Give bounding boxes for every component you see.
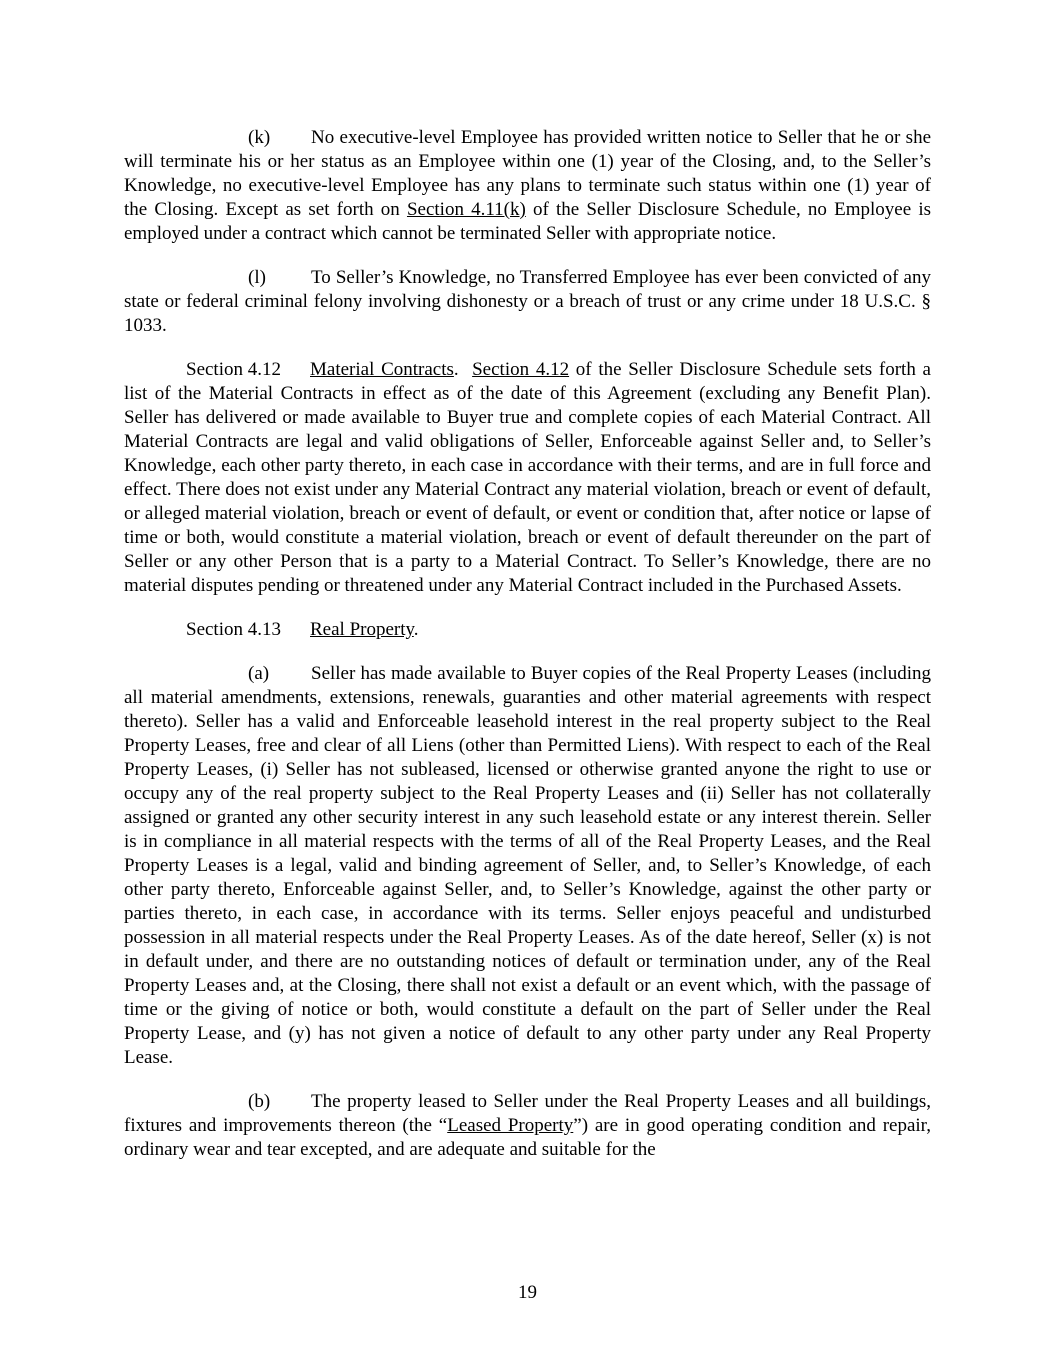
section-4-12 bbox=[124, 358, 931, 598]
section-number: Section 4.13 bbox=[186, 619, 281, 640]
cross-reference: Section 4.11(k) bbox=[406, 199, 526, 220]
paragraph-label: (a) bbox=[248, 663, 270, 684]
paragraph-text: of the Seller Disclosure Schedule, no Employee is employed under a contract which cannot be terminated Seller with appropriate notice. bbox=[124, 199, 931, 244]
document-body bbox=[124, 126, 931, 1182]
heading-punctuation: . bbox=[453, 359, 459, 380]
paragraph-k bbox=[124, 126, 931, 246]
paragraph-text: ”) are in good operating condition and repair, ordinary wear and tear excepted, and are adequate and suitable for the bbox=[124, 1115, 931, 1160]
section-heading: Material Contracts bbox=[310, 359, 454, 380]
paragraph-a bbox=[124, 662, 931, 1070]
paragraph-b bbox=[124, 1090, 931, 1162]
page-number: 19 bbox=[518, 1282, 537, 1303]
cross-reference: Section 4.12 bbox=[472, 359, 570, 380]
paragraph-text: Seller has made available to Buyer copies of the Real Property Leases (including all material amendments, extensions, renewals, guaranties and other material agreements with respect thereto). Seller has a valid and Enforceable leasehold interest in the real property subject to the Real Property Leases, free and clear of all Liens (other than Permitted Liens). With respect to each of the Real Property Leases, (i) Seller has not subleased, licensed or otherwise granted anyone the right to use or occupy any of the real property subject to the Real Property Leases and (ii) Seller has not collaterally assigned or granted any other security interest in any such leasehold estate or any interest therein. Seller is in compliance in all material respects with the terms of all of the Real Property Leases, and the Real Property Leases is a legal, valid and binding agreement of Seller, and, to Seller’s Knowledge, of each other party thereto, Enforceable against Seller, and, to Seller’s Knowledge, against the other party or parties thereto, in each case, in accordance with its terms. Seller enjoys peaceful and undisturbed possession in all material respects under the Real Property Leases. As of the date hereof, Seller (x) is not in default under, and there are no outstanding notices of default or termination under, any of the Real Property Leases and, at the Closing, there shall not exist a default or an event which, with the passage of time or the giving of notice or both, would constitute a default on the part of Seller under the Real Property Lease, and (y) has not given a notice of default to any other party under any Real Property Lease. bbox=[124, 663, 931, 1068]
section-heading: Real Property bbox=[310, 619, 414, 640]
paragraph-l bbox=[124, 266, 931, 338]
paragraph-label: (b) bbox=[248, 1091, 271, 1112]
paragraph-label: (k) bbox=[248, 127, 271, 148]
section-text: of the Seller Disclosure Schedule sets forth a list of the Material Contracts in effect as of the date of this Agreement (excluding any Benefit Plan). Seller has delivered or made available to Buyer true and complete copies of each Material Contract. All Material Contracts are legal and valid obligations of Seller, Enforceable against Seller and, to Seller’s Knowledge, each other party thereto, in each case in accordance with their terms, and are in full force and effect. There does not exist under any Material Contract any material violation, breach or event of default, or alleged material violation, breach or event of default, or event or condition that, after notice or lapse of time or both, would constitute a material violation, breach or event of default thereunder on the part of Seller or any other Person that is a party to a Material Contract. To Seller’s Knowledge, there are no material disputes pending or threatened under any Material Contract included in the Purchased Assets. bbox=[124, 359, 931, 596]
section-number: Section 4.12 bbox=[186, 359, 281, 380]
paragraph-text: The property leased to Seller under the Real Property Leases and all buildings, fixtures and improvements thereon (the “ bbox=[124, 1091, 931, 1136]
section-4-13 bbox=[124, 618, 931, 642]
paragraph-text: No executive-level Employee has provided written notice to Seller that he or she will terminate his or her status as an Employee within one (1) year of the Closing, and, to the Seller’s Knowledge, no executive-level Employee has any plans to terminate such status within one (1) year of the Closing. Except as set forth on bbox=[124, 127, 931, 220]
defined-term: Leased Property bbox=[447, 1115, 574, 1136]
paragraph-label: (l) bbox=[248, 267, 266, 288]
paragraph-text: To Seller’s Knowledge, no Transferred Employee has ever been convicted of any state or federal criminal felony involving dishonesty or a breach of trust or any crime under 18 U.S.C. § 1033. bbox=[124, 267, 931, 336]
heading-punctuation: . bbox=[413, 619, 419, 640]
sentence-gap bbox=[459, 359, 472, 380]
